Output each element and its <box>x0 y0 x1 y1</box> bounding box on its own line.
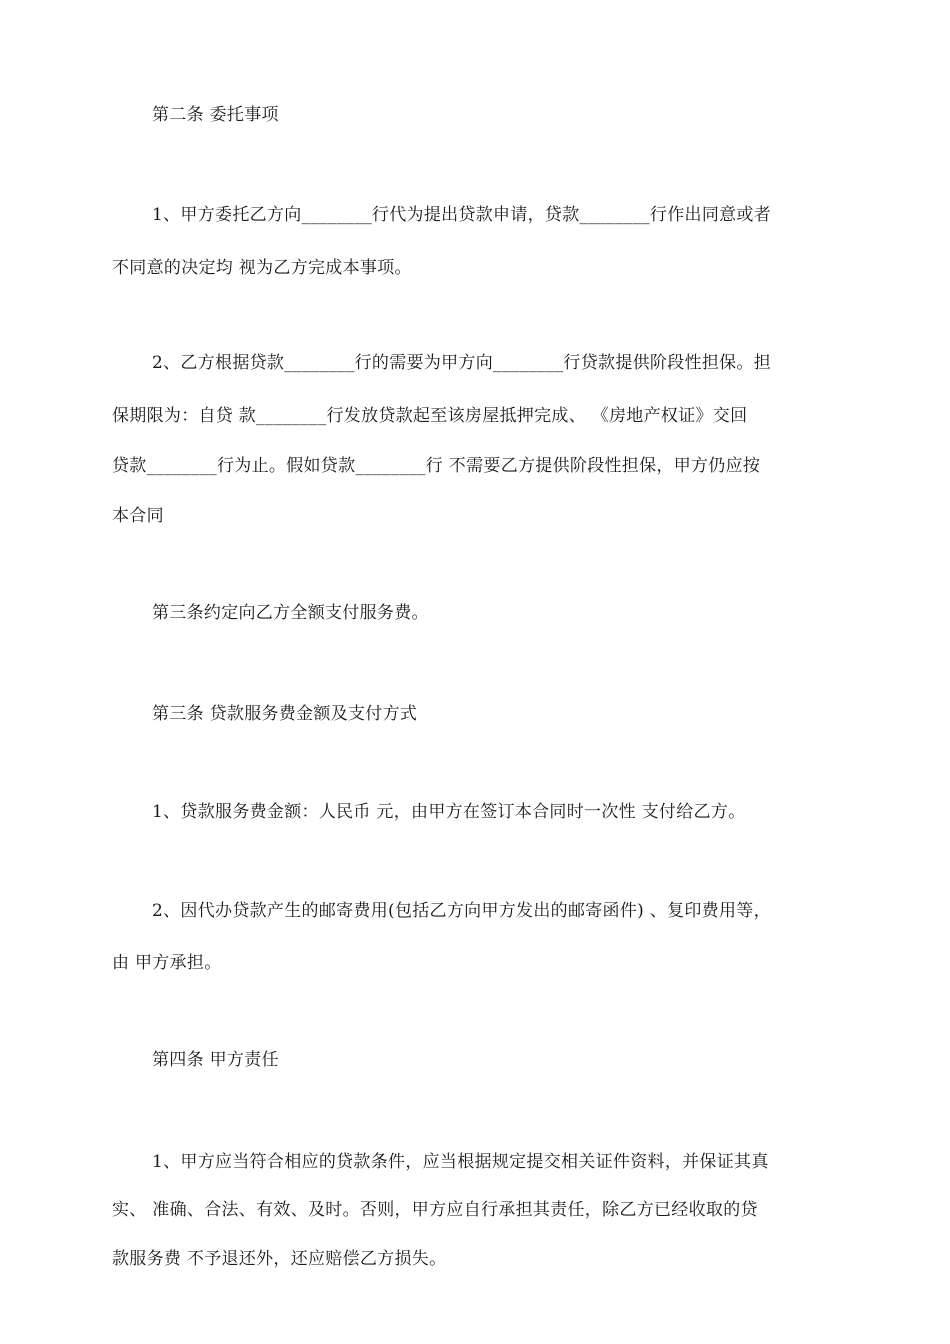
article-2-heading: 第二条 委托事项 <box>152 105 279 125</box>
article-2-item-2-line-2: 保期限为：自贷 款________行发放贷款起至该房屋抵押完成、 《房地产权证》交回 <box>112 406 748 426</box>
article-3-item-2-line-2: 由 甲方承担。 <box>112 953 222 973</box>
article-2-item-2-line-4: 本合同 <box>112 506 164 526</box>
article-3-item-1: 1、贷款服务费金额：人民币 元，由甲方在签订本合同时一次性 支付给乙方。 <box>152 802 746 822</box>
article-2-item-1-line-1: 1、甲方委托乙方向________行代为提出贷款申请，贷款________行作出同意或者 <box>152 205 772 225</box>
article-2-item-1-line-2: 不同意的决定均 视为乙方完成本事项。 <box>112 258 412 278</box>
article-3-continuation: 第三条约定向乙方全额支付服务费。 <box>152 603 429 623</box>
article-4-item-1-line-3: 款服务费 不予退还外，还应赔偿乙方损失。 <box>112 1249 447 1269</box>
article-2-item-2-line-1: 2、乙方根据贷款________行的需要为甲方向________行贷款提供阶段性担保。担 <box>152 353 772 373</box>
article-3-heading: 第三条 贷款服务费金额及支付方式 <box>152 704 418 724</box>
article-4-item-1-line-2: 实、 准确、合法、有效、及时。否则，甲方应自行承担其责任，除乙方已经收取的贷 <box>112 1200 758 1220</box>
article-2-item-2-line-3: 贷款________行为止。假如贷款________行 不需要乙方提供阶段性担保，甲方仍应按 <box>112 456 761 476</box>
article-4-heading: 第四条 甲方责任 <box>152 1050 279 1070</box>
article-3-item-2-line-1: 2、因代办贷款产生的邮寄费用(包括乙方向甲方发出的邮寄函件) 、复印费用等， <box>152 901 771 921</box>
article-4-item-1-line-1: 1、甲方应当符合相应的贷款条件，应当根据规定提交相关证件资料，并保证其真 <box>152 1152 769 1172</box>
